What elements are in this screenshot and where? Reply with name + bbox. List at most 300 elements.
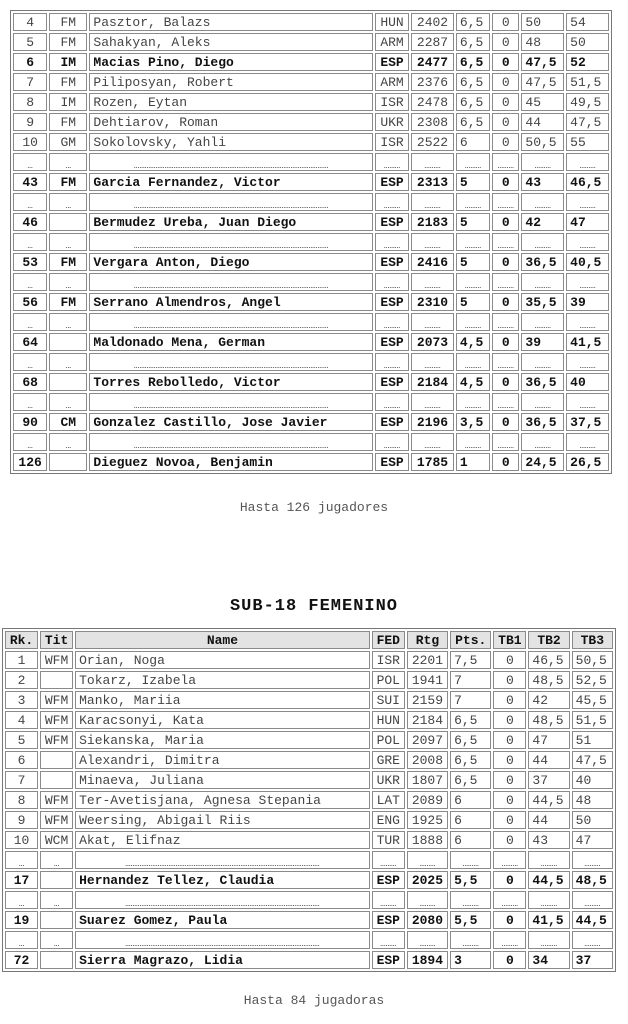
title-cell: WFM — [40, 711, 73, 729]
ellipsis-cell: ……… — [456, 233, 490, 251]
tb1-cell: 0 — [493, 731, 526, 749]
title-cell: WFM — [40, 691, 73, 709]
ellipsis-cell: ……… — [521, 153, 564, 171]
title-cell: FM — [49, 73, 87, 91]
rank-cell: 10 — [5, 831, 38, 849]
federation-cell: ESP — [375, 333, 409, 351]
points-cell: 7,5 — [450, 651, 491, 669]
ellipsis-cell: ……… — [493, 891, 526, 909]
federation-cell: TUR — [372, 831, 405, 849]
ellipsis-cell: ……… — [375, 433, 409, 451]
ellipsis-cell: ……… — [450, 891, 491, 909]
ellipsis-cell: ……… — [411, 353, 454, 371]
ellipsis-cell: ……… — [493, 931, 526, 949]
ellipsis-cell: … — [49, 273, 87, 291]
tb1-cell: 0 — [493, 711, 526, 729]
tb2-cell: 46,5 — [528, 651, 569, 669]
title-cell: FM — [49, 13, 87, 31]
name-cell: Serrano Almendros, Angel — [89, 293, 373, 311]
rank-cell: 19 — [5, 911, 38, 929]
table-row — [13, 373, 609, 391]
tb3-cell: 26,5 — [566, 453, 609, 471]
ellipsis-cell: … — [49, 153, 87, 171]
title-cell — [40, 771, 73, 789]
tb3-cell: 51,5 — [572, 711, 613, 729]
name-cell: Sahakyan, Aleks — [89, 33, 373, 51]
rank-cell: 126 — [13, 453, 47, 471]
ellipsis-row — [13, 353, 609, 371]
ellipsis-cell: … — [49, 433, 87, 451]
ellipsis-cell: ……… — [528, 891, 569, 909]
tb2-cell: 36,5 — [521, 413, 564, 431]
federation-cell: ESP — [375, 413, 409, 431]
table-row — [5, 771, 613, 789]
table-row — [5, 951, 613, 969]
tb3-cell: 37 — [572, 951, 613, 969]
tb3-cell: 51,5 — [566, 73, 609, 91]
ellipsis-cell: ……… — [450, 931, 491, 949]
title-cell: WCM — [40, 831, 73, 849]
name-cell: Akat, Elifnaz — [75, 831, 370, 849]
rank-cell: 72 — [5, 951, 38, 969]
table-row — [5, 831, 613, 849]
ellipsis-cell: ……… — [493, 851, 526, 869]
federation-cell: ARM — [375, 73, 409, 91]
federation-cell: ESP — [372, 871, 405, 889]
points-cell: 6,5 — [456, 113, 490, 131]
rating-cell: 2025 — [407, 871, 448, 889]
tb2-cell: 42 — [528, 691, 569, 709]
title-cell: WFM — [40, 811, 73, 829]
table-row — [13, 93, 609, 111]
ellipsis-row — [13, 233, 609, 251]
table-row — [13, 173, 609, 191]
tb1-cell: 0 — [493, 651, 526, 669]
tb1-cell: 0 — [492, 33, 519, 51]
ellipsis-cell: … — [5, 931, 38, 949]
ellipsis-cell: … — [13, 233, 47, 251]
title-cell — [40, 951, 73, 969]
ellipsis-cell: ……… — [411, 433, 454, 451]
ellipsis-cell: ……… — [450, 851, 491, 869]
tb1-cell: 0 — [492, 133, 519, 151]
tb3-cell: 51 — [572, 731, 613, 749]
points-cell: 6 — [450, 811, 491, 829]
title-cell: FM — [49, 293, 87, 311]
ellipsis-cell: ……… — [521, 313, 564, 331]
ellipsis-cell: ……… — [375, 233, 409, 251]
ellipsis-cell: ……………………………………………………………………………………………… — [89, 313, 373, 331]
ellipsis-cell: ……… — [372, 931, 405, 949]
tb2-cell: 41,5 — [528, 911, 569, 929]
ellipsis-cell: ……… — [492, 153, 519, 171]
table-row — [13, 213, 609, 231]
rating-cell: 2201 — [407, 651, 448, 669]
federation-cell: ESP — [375, 373, 409, 391]
ellipsis-cell: ……… — [566, 193, 609, 211]
federation-cell: POL — [372, 731, 405, 749]
ellipsis-cell: ……… — [521, 273, 564, 291]
rating-cell: 1925 — [407, 811, 448, 829]
header-tb1: TB1 — [493, 631, 526, 649]
table-row — [13, 253, 609, 271]
tb3-cell: 44,5 — [572, 911, 613, 929]
tb2-cell: 35,5 — [521, 293, 564, 311]
name-cell: Alexandri, Dimitra — [75, 751, 370, 769]
federation-cell: ESP — [372, 911, 405, 929]
table-row — [5, 711, 613, 729]
tb2-cell: 37 — [528, 771, 569, 789]
points-cell: 7 — [450, 671, 491, 689]
name-cell: Sokolovsky, Yahli — [89, 133, 373, 151]
rating-cell: 2477 — [411, 53, 454, 71]
tb3-cell: 40,5 — [566, 253, 609, 271]
title-cell: WFM — [40, 791, 73, 809]
ellipsis-cell: ……… — [372, 891, 405, 909]
name-cell: Manko, Mariia — [75, 691, 370, 709]
tb1-cell: 0 — [493, 951, 526, 969]
tb2-cell: 39 — [521, 333, 564, 351]
tb1-cell: 0 — [493, 831, 526, 849]
name-cell: Ter-Avetisjana, Agnesa Stepania — [75, 791, 370, 809]
tb2-cell: 50,5 — [521, 133, 564, 151]
rank-cell: 68 — [13, 373, 47, 391]
ellipsis-row — [13, 153, 609, 171]
ellipsis-cell: … — [49, 193, 87, 211]
tb2-cell: 50 — [521, 13, 564, 31]
ellipsis-cell: … — [13, 193, 47, 211]
ellipsis-row — [13, 313, 609, 331]
federation-cell: ESP — [375, 293, 409, 311]
points-cell: 5 — [456, 213, 490, 231]
rank-cell: 5 — [5, 731, 38, 749]
federation-cell: ARM — [375, 33, 409, 51]
ellipsis-cell: ……… — [492, 393, 519, 411]
federation-cell: ISR — [375, 93, 409, 111]
points-cell: 6,5 — [450, 731, 491, 749]
ellipsis-cell: ……… — [521, 233, 564, 251]
title-cell — [49, 453, 87, 471]
tb1-cell: 0 — [492, 413, 519, 431]
tb2-cell: 34 — [528, 951, 569, 969]
tb1-cell: 0 — [493, 811, 526, 829]
ellipsis-cell: ……… — [375, 313, 409, 331]
ellipsis-cell: ……… — [375, 353, 409, 371]
ellipsis-cell: ……………………………………………………………………………………………… — [75, 851, 370, 869]
tb2-cell: 44 — [521, 113, 564, 131]
ellipsis-cell: ……… — [528, 851, 569, 869]
ellipsis-row — [5, 851, 613, 869]
rating-cell: 2522 — [411, 133, 454, 151]
federation-cell: ESP — [372, 951, 405, 969]
rating-cell: 2183 — [411, 213, 454, 231]
name-cell: Maldonado Mena, German — [89, 333, 373, 351]
points-cell: 5 — [456, 253, 490, 271]
rating-cell: 2308 — [411, 113, 454, 131]
tb2-cell: 42 — [521, 213, 564, 231]
ellipsis-cell: ……… — [411, 193, 454, 211]
tb1-cell: 0 — [492, 333, 519, 351]
ellipsis-cell: ……… — [375, 153, 409, 171]
ellipsis-cell: ……… — [521, 433, 564, 451]
tb1-cell: 0 — [492, 453, 519, 471]
points-cell: 3,5 — [456, 413, 490, 431]
tb3-cell: 40 — [566, 373, 609, 391]
ellipsis-cell: ……… — [521, 393, 564, 411]
tb2-cell: 48 — [521, 33, 564, 51]
name-cell: Torres Rebolledo, Victor — [89, 373, 373, 391]
header-title: Tit — [40, 631, 73, 649]
tb2-cell: 44 — [528, 811, 569, 829]
tb1-cell: 0 — [493, 691, 526, 709]
rank-cell: 64 — [13, 333, 47, 351]
title-cell — [40, 871, 73, 889]
table-row — [13, 113, 609, 131]
title-cell: WFM — [40, 651, 73, 669]
name-cell: Suarez Gomez, Paula — [75, 911, 370, 929]
name-cell: Sierra Magrazo, Lidia — [75, 951, 370, 969]
tb1-cell: 0 — [492, 93, 519, 111]
table-row — [13, 13, 609, 31]
ranking-table-open — [10, 10, 612, 474]
name-cell: Bermudez Ureba, Juan Diego — [89, 213, 373, 231]
tb2-cell: 44,5 — [528, 871, 569, 889]
tb1-cell: 0 — [493, 771, 526, 789]
tb1-cell: 0 — [492, 173, 519, 191]
federation-cell: HUN — [375, 13, 409, 31]
ellipsis-cell: ……… — [375, 193, 409, 211]
points-cell: 6,5 — [456, 53, 490, 71]
tb1-cell: 0 — [492, 113, 519, 131]
table-row — [5, 791, 613, 809]
header-federation: FED — [372, 631, 405, 649]
table-row — [5, 651, 613, 669]
ellipsis-cell: ……… — [456, 433, 490, 451]
tb3-cell: 40 — [572, 771, 613, 789]
name-cell: Pasztor, Balazs — [89, 13, 373, 31]
federation-cell: UKR — [375, 113, 409, 131]
points-cell: 6,5 — [456, 73, 490, 91]
name-cell: Hernandez Tellez, Claudia — [75, 871, 370, 889]
tb3-cell: 55 — [566, 133, 609, 151]
ellipsis-cell: ……… — [572, 851, 613, 869]
points-cell: 5,5 — [450, 911, 491, 929]
rating-cell: 2008 — [407, 751, 448, 769]
tb2-cell: 24,5 — [521, 453, 564, 471]
table-row — [13, 333, 609, 351]
tb2-cell: 36,5 — [521, 373, 564, 391]
rank-cell: 6 — [13, 53, 47, 71]
title-cell: GM — [49, 133, 87, 151]
rating-cell: 2097 — [407, 731, 448, 749]
tb1-cell: 0 — [493, 751, 526, 769]
rating-cell: 2184 — [411, 373, 454, 391]
federation-cell: ISR — [372, 651, 405, 669]
ellipsis-cell: ……………………………………………………………………………………………… — [75, 931, 370, 949]
rating-cell: 1807 — [407, 771, 448, 789]
rating-cell: 2159 — [407, 691, 448, 709]
table-row — [5, 871, 613, 889]
ellipsis-row — [13, 193, 609, 211]
rank-cell: 56 — [13, 293, 47, 311]
ellipsis-cell: ……… — [456, 313, 490, 331]
ellipsis-cell: ……… — [521, 193, 564, 211]
rating-cell: 1785 — [411, 453, 454, 471]
ellipsis-cell: ……………………………………………………………………………………………… — [75, 891, 370, 909]
federation-cell: ESP — [375, 253, 409, 271]
title-cell: FM — [49, 253, 87, 271]
tb1-cell: 0 — [492, 253, 519, 271]
tb3-cell: 45,5 — [572, 691, 613, 709]
title-cell: FM — [49, 173, 87, 191]
rating-cell: 2416 — [411, 253, 454, 271]
tb1-cell: 0 — [493, 671, 526, 689]
title-cell — [40, 751, 73, 769]
rating-cell: 2089 — [407, 791, 448, 809]
points-cell: 6 — [456, 133, 490, 151]
rank-cell: 2 — [5, 671, 38, 689]
ellipsis-cell: ……… — [521, 353, 564, 371]
header-tb2: TB2 — [528, 631, 569, 649]
ellipsis-cell: ……… — [566, 433, 609, 451]
tb1-cell: 0 — [492, 373, 519, 391]
ellipsis-row — [13, 393, 609, 411]
name-cell: Siekanska, Maria — [75, 731, 370, 749]
name-cell: Piliposyan, Robert — [89, 73, 373, 91]
tb1-cell: 0 — [493, 871, 526, 889]
tb3-cell: 54 — [566, 13, 609, 31]
rating-cell: 2313 — [411, 173, 454, 191]
tb3-cell: 50 — [572, 811, 613, 829]
rank-cell: 4 — [13, 13, 47, 31]
rank-cell: 5 — [13, 33, 47, 51]
ellipsis-cell: ……… — [456, 273, 490, 291]
points-cell: 4,5 — [456, 373, 490, 391]
tb1-cell: 0 — [493, 791, 526, 809]
points-cell: 6 — [450, 831, 491, 849]
name-cell: Karacsonyi, Kata — [75, 711, 370, 729]
points-cell: 6 — [450, 791, 491, 809]
tb2-cell: 44,5 — [528, 791, 569, 809]
rating-cell: 2073 — [411, 333, 454, 351]
ellipsis-cell: ……… — [372, 851, 405, 869]
points-cell: 5 — [456, 293, 490, 311]
ellipsis-cell: ……… — [492, 313, 519, 331]
ellipsis-cell: ……… — [456, 353, 490, 371]
table-row — [13, 73, 609, 91]
name-cell: Orian, Noga — [75, 651, 370, 669]
federation-cell: ESP — [375, 213, 409, 231]
rating-cell: 2196 — [411, 413, 454, 431]
name-cell: Dieguez Novoa, Benjamin — [89, 453, 373, 471]
header-tb3: TB3 — [572, 631, 613, 649]
points-cell: 5 — [456, 173, 490, 191]
section-title: SUB-18 FEMENINO — [229, 597, 399, 616]
rank-cell: 7 — [5, 771, 38, 789]
table-caption-open: Hasta 126 jugadores — [239, 500, 389, 515]
rank-cell: 1 — [5, 651, 38, 669]
rank-cell: 8 — [13, 93, 47, 111]
ellipsis-row — [13, 433, 609, 451]
tb2-cell: 48,5 — [528, 671, 569, 689]
ellipsis-cell: ……… — [456, 393, 490, 411]
name-cell: Gonzalez Castillo, Jose Javier — [89, 413, 373, 431]
ellipsis-cell: ……… — [411, 273, 454, 291]
points-cell: 6,5 — [450, 751, 491, 769]
federation-cell: ENG — [372, 811, 405, 829]
tb2-cell: 48,5 — [528, 711, 569, 729]
title-cell — [40, 911, 73, 929]
ellipsis-cell: … — [13, 393, 47, 411]
ellipsis-cell: ……………………………………………………………………………………………… — [89, 273, 373, 291]
rank-cell: 4 — [5, 711, 38, 729]
tb1-cell: 0 — [492, 73, 519, 91]
ellipsis-cell: ……… — [566, 153, 609, 171]
ellipsis-cell: ……… — [456, 153, 490, 171]
points-cell: 6,5 — [450, 711, 491, 729]
points-cell: 6,5 — [456, 93, 490, 111]
ellipsis-cell: … — [13, 353, 47, 371]
table-row — [5, 911, 613, 929]
title-cell — [40, 671, 73, 689]
name-cell: Weersing, Abigail Riis — [75, 811, 370, 829]
points-cell: 3 — [450, 951, 491, 969]
federation-cell: ESP — [375, 173, 409, 191]
name-cell: Garcia Fernandez, Victor — [89, 173, 373, 191]
tb3-cell: 48,5 — [572, 871, 613, 889]
tb3-cell: 48 — [572, 791, 613, 809]
tb1-cell: 0 — [492, 293, 519, 311]
tb3-cell: 47,5 — [572, 751, 613, 769]
ellipsis-cell: ……… — [492, 353, 519, 371]
tb2-cell: 43 — [521, 173, 564, 191]
ellipsis-cell: ……… — [375, 393, 409, 411]
ellipsis-cell: ……… — [528, 931, 569, 949]
name-cell: Vergara Anton, Diego — [89, 253, 373, 271]
ellipsis-cell: … — [49, 353, 87, 371]
rank-cell: 8 — [5, 791, 38, 809]
title-cell — [49, 333, 87, 351]
federation-cell: ISR — [375, 133, 409, 151]
table-row — [13, 33, 609, 51]
rating-cell: 2080 — [407, 911, 448, 929]
table-row — [13, 453, 609, 471]
rank-cell: 10 — [13, 133, 47, 151]
title-cell: FM — [49, 113, 87, 131]
ellipsis-cell: ……… — [411, 233, 454, 251]
ellipsis-cell: ……… — [407, 931, 448, 949]
tb3-cell: 50,5 — [572, 651, 613, 669]
ellipsis-cell: ……… — [407, 851, 448, 869]
tb3-cell: 37,5 — [566, 413, 609, 431]
points-cell: 4,5 — [456, 333, 490, 351]
rank-cell: 9 — [13, 113, 47, 131]
tb3-cell: 52,5 — [572, 671, 613, 689]
federation-cell: UKR — [372, 771, 405, 789]
ellipsis-cell: ……… — [411, 313, 454, 331]
federation-cell: GRE — [372, 751, 405, 769]
table-row — [5, 691, 613, 709]
ellipsis-cell: ……… — [566, 273, 609, 291]
tb3-cell: 49,5 — [566, 93, 609, 111]
title-cell — [49, 213, 87, 231]
ranking-table-sub18-female — [2, 628, 616, 972]
rank-cell: 53 — [13, 253, 47, 271]
title-cell: CM — [49, 413, 87, 431]
tb1-cell: 0 — [492, 213, 519, 231]
table-caption-sub18-female: Hasta 84 jugadoras — [243, 993, 385, 1008]
name-cell: Tokarz, Izabela — [75, 671, 370, 689]
